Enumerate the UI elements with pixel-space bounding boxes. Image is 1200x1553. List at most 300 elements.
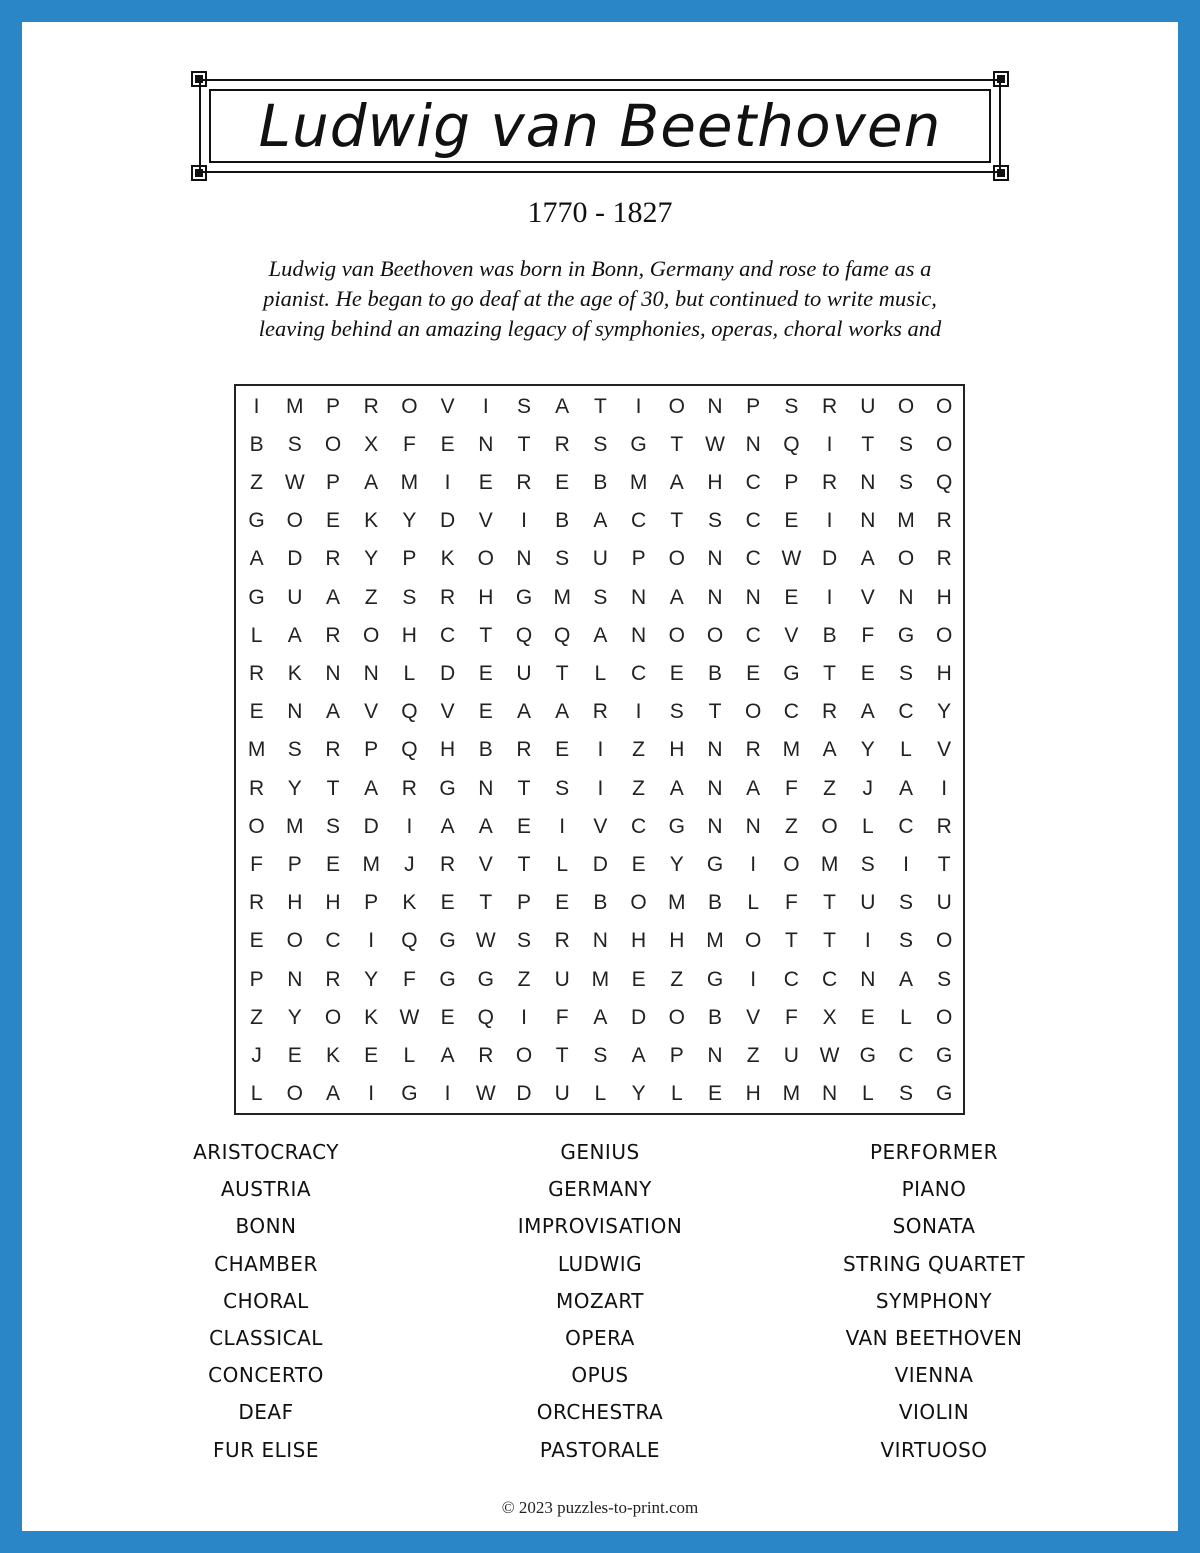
grid-letter: N (363, 661, 379, 685)
grid-letter: I (635, 394, 642, 418)
grid-letter: B (555, 509, 570, 533)
grid-row (236, 961, 963, 999)
grid-letter: G (668, 814, 685, 838)
grid-letter: S (669, 700, 684, 724)
grid-letter: O (630, 891, 647, 915)
grid-letter: S (287, 432, 302, 456)
grid-letter: A (593, 1005, 608, 1029)
copyright-footer: © 2023 puzzles-to-print.com (501, 1498, 699, 1517)
grid-row (236, 579, 963, 617)
grid-letter: I (406, 814, 413, 838)
grid-letter: U (936, 891, 952, 915)
grid-letter: L (594, 1082, 607, 1106)
grid-letter: H (401, 623, 417, 647)
grid-letter: O (897, 394, 915, 418)
grid-letter: R (249, 891, 265, 915)
grid-letter: F (250, 852, 263, 876)
grid-letter: G (783, 661, 800, 685)
grid-letter: S (593, 585, 608, 609)
grid-letter: Z (517, 967, 531, 991)
grid-letter: N (707, 547, 723, 571)
grid-letter: V (440, 700, 455, 724)
grid-letter: W (705, 432, 725, 456)
grid-letter: U (860, 394, 876, 418)
grid-letter: L (594, 661, 607, 685)
word-list (0, 1134, 1200, 1474)
grid-letter: D (631, 1005, 647, 1029)
grid-letter: O (286, 929, 303, 953)
word-list-item: OPERA (565, 1325, 635, 1350)
grid-letter: R (325, 547, 341, 571)
grid-letter: H (478, 585, 494, 609)
grid-letter: D (363, 814, 379, 838)
grid-letter: H (287, 891, 303, 915)
grid-letter: C (631, 661, 647, 685)
grid-letter: Z (670, 967, 684, 991)
grid-letter: B (707, 891, 722, 915)
grid-letter: L (403, 1043, 416, 1067)
grid-letter: E (325, 852, 340, 876)
grid-row (236, 502, 963, 540)
grid-letter: A (669, 585, 684, 609)
grid-letter: S (898, 432, 913, 456)
grid-letter: A (325, 700, 340, 724)
grid-letter: I (903, 852, 909, 876)
grid-letter: T (784, 929, 798, 953)
word-list-item: OPUS (571, 1363, 629, 1388)
grid-letter: O (286, 1082, 303, 1106)
grid-letter: Z (823, 776, 836, 800)
word-list-item: SYMPHONY (875, 1288, 993, 1313)
grid-letter: T (479, 623, 493, 647)
grid-letter: U (592, 547, 608, 571)
grid-letter: N (287, 967, 303, 991)
grid-letter: Y (364, 967, 379, 991)
grid-letter: A (593, 623, 608, 647)
grid-letter: A (325, 585, 340, 609)
grid-letter: N (287, 700, 303, 724)
grid-letter: D (440, 661, 456, 685)
word-list-item: CONCERTO (208, 1363, 324, 1388)
grid-letter: N (707, 394, 723, 418)
grid-letter: S (860, 852, 875, 876)
grid-letter: U (516, 661, 532, 685)
grid-letter: X (364, 432, 379, 456)
grid-letter: L (861, 1082, 874, 1106)
grid-letter: A (593, 509, 608, 533)
grid-letter: T (670, 509, 684, 533)
grid-letter: O (745, 929, 762, 953)
grid-letter: I (253, 394, 260, 418)
grid-letter: H (936, 661, 952, 685)
grid-letter: M (782, 1082, 801, 1106)
grid-letter: C (822, 967, 838, 991)
grid-letter: I (368, 1082, 375, 1106)
grid-letter: G (248, 509, 265, 533)
years-subtitle: 1770 - 1827 (527, 196, 673, 229)
grid-letter: S (784, 394, 799, 418)
grid-letter: R (325, 967, 341, 991)
grid-letter: C (631, 509, 647, 533)
grid-letter: O (668, 547, 685, 571)
grid-letter: I (559, 814, 566, 838)
grid-letter: G (897, 623, 915, 647)
grid-letter: W (819, 1043, 840, 1067)
grid-letter: E (860, 661, 875, 685)
grid-letter: R (363, 394, 379, 418)
grid-letter: B (478, 738, 493, 762)
grid-letter: E (325, 509, 340, 533)
grid-letter: L (900, 738, 912, 762)
grid-letter: O (706, 623, 724, 647)
grid-letter: O (286, 509, 303, 533)
grid-letter: O (668, 1005, 685, 1029)
grid-letter: M (553, 585, 571, 609)
grid-letter: U (860, 891, 876, 915)
grid-letter: B (707, 1005, 722, 1029)
grid-letter: C (631, 814, 647, 838)
grid-letter: T (823, 929, 836, 953)
word-list-item: CHORAL (223, 1288, 309, 1313)
grid-letter: R (936, 547, 952, 571)
grid-letter: Z (250, 470, 263, 494)
word-list-item: GERMANY (548, 1177, 652, 1202)
grid-letter: H (440, 738, 456, 762)
grid-letter: O (936, 623, 953, 647)
grid-letter: N (745, 585, 761, 609)
grid-letter: E (631, 967, 646, 991)
word-list-item: FUR ELISE (213, 1437, 319, 1462)
grid-letter: O (897, 547, 915, 571)
intro-line: leaving behind an amazing legacy of symphonies, operas, choral works and (258, 316, 942, 341)
grid-letter: R (592, 700, 608, 724)
grid-letter: M (362, 852, 380, 876)
grid-letter: R (822, 700, 838, 724)
grid-letter: A (860, 547, 875, 571)
grid-letter: P (249, 967, 264, 991)
grid-letter: R (516, 470, 532, 494)
grid-letter: T (517, 432, 531, 456)
grid-letter: N (822, 1082, 838, 1106)
grid-letter: A (440, 814, 455, 838)
grid-letter: O (668, 394, 685, 418)
grid-letter: A (440, 1043, 455, 1067)
grid-letter: Z (746, 1043, 760, 1067)
grid-letter: H (707, 470, 723, 494)
grid-letter: N (631, 585, 647, 609)
grid-row (236, 1075, 963, 1113)
grid-letter: H (669, 929, 685, 953)
word-list-item: PASTORALE (539, 1437, 661, 1462)
grid-letter: E (707, 1082, 722, 1106)
grid-letter: E (440, 1005, 455, 1029)
intro-paragraph (220, 254, 980, 344)
grid-letter: L (250, 623, 263, 647)
grid-letter: O (745, 700, 762, 724)
grid-letter: O (821, 814, 838, 838)
grid-letter: M (400, 470, 419, 494)
grid-letter: V (746, 1005, 761, 1029)
grid-letter: R (554, 432, 570, 456)
grid-letter: N (707, 776, 723, 800)
grid-letter: A (631, 1043, 646, 1067)
grid-letter: N (478, 432, 494, 456)
grid-letter: M (820, 852, 839, 876)
grid-letter: V (937, 738, 952, 762)
grid-letter: V (478, 509, 493, 533)
grid-letter: C (898, 814, 914, 838)
grid-letter: S (593, 432, 608, 456)
grid-letter: C (783, 967, 799, 991)
grid-letter: C (325, 929, 341, 953)
grid-letter: E (364, 1043, 379, 1067)
grid-letter: W (475, 1082, 496, 1106)
grid-letter: M (286, 814, 304, 838)
grid-letter: E (249, 700, 264, 724)
grid-letter: R (325, 738, 341, 762)
grid-letter: E (860, 1005, 875, 1029)
title-frame (190, 70, 1010, 182)
grid-letter: Q (515, 623, 533, 647)
grid-letter: M (897, 509, 915, 533)
grid-letter: P (402, 547, 417, 571)
grid-letter: M (591, 967, 610, 991)
grid-letter: L (403, 661, 416, 685)
word-list-item: GENIUS (560, 1140, 640, 1164)
grid-letter: G (401, 1082, 418, 1106)
grid-letter: U (287, 585, 303, 609)
grid-letter: M (782, 738, 801, 762)
grid-letter: E (669, 661, 684, 685)
grid-letter: L (670, 1082, 683, 1106)
grid-letter: T (861, 432, 875, 456)
grid-row (236, 426, 963, 464)
grid-letter: Y (364, 547, 379, 571)
grid-letter: V (440, 394, 455, 418)
grid-letter: N (325, 661, 341, 685)
grid-letter: B (593, 891, 608, 915)
grid-letter: R (936, 509, 952, 533)
grid-letter: M (247, 738, 266, 762)
grid-letter: Z (632, 776, 645, 800)
grid-letter: Z (632, 738, 645, 762)
grid-letter: C (440, 623, 456, 647)
grid-letter: H (745, 1082, 761, 1106)
grid-letter: I (750, 852, 757, 876)
page-title: Ludwig van Beethoven (258, 92, 942, 160)
grid-letter: O (324, 1005, 342, 1029)
word-column (116, 1134, 416, 1469)
grid-letter: S (937, 967, 952, 991)
grid-letter: Y (287, 776, 302, 800)
grid-letter: P (669, 1043, 684, 1067)
grid-letter: D (592, 852, 608, 876)
grid-letter: B (593, 470, 608, 494)
grid-letter: K (364, 1005, 379, 1029)
grid-letter: T (555, 661, 569, 685)
grid-letter: P (631, 547, 646, 571)
grid-letter: V (784, 623, 799, 647)
grid-letter: J (404, 852, 415, 876)
grid-letter: F (402, 432, 416, 456)
grid-letter: N (707, 738, 723, 762)
word-list-item: BONN (235, 1214, 297, 1239)
word-list-item: STRING QUARTET (842, 1251, 1026, 1276)
grid-letter: P (516, 891, 531, 915)
word-list-item: PIANO (901, 1177, 967, 1202)
grid-letter: G (439, 967, 456, 991)
grid-letter: C (898, 1043, 914, 1067)
grid-letter: N (516, 547, 532, 571)
word-list-item: SONATA (892, 1214, 976, 1239)
grid-letter: Q (936, 470, 953, 494)
grid-letter: R (249, 776, 265, 800)
word-list-item: ARISTOCRACY (193, 1140, 339, 1164)
grid-letter: A (669, 776, 684, 800)
grid-letter: E (555, 891, 570, 915)
grid-letter: T (517, 852, 531, 876)
grid-letter: T (593, 394, 607, 418)
grid-letter: G (936, 1082, 953, 1106)
grid-row (236, 464, 963, 502)
grid-letter: T (823, 891, 836, 915)
grid-letter: I (521, 1005, 527, 1029)
grid-letter: S (898, 929, 913, 953)
grid-letter: I (635, 700, 642, 724)
grid-letter: O (324, 432, 342, 456)
grid-letter: O (515, 1043, 533, 1067)
grid-letter: F (784, 891, 798, 915)
grid-letter: Y (937, 700, 952, 724)
grid-letter: R (325, 623, 341, 647)
grid-letter: G (248, 585, 265, 609)
grid-letter: A (287, 623, 302, 647)
grid-letter: H (631, 929, 647, 953)
grid-letter: E (478, 700, 493, 724)
grid-letter: S (516, 394, 531, 418)
grid-letter: V (364, 700, 379, 724)
grid-letter: V (478, 852, 493, 876)
word-list-item: CHAMBER (214, 1251, 318, 1276)
grid-letter: O (363, 623, 380, 647)
grid-letter: V (593, 814, 608, 838)
grid-row (236, 655, 963, 693)
grid-letter: T (326, 776, 340, 800)
grid-letter: X (822, 1005, 837, 1029)
word-list-item: LUDWIG (557, 1251, 643, 1276)
grid-letter: S (707, 509, 722, 533)
grid-letter: R (745, 738, 761, 762)
grid-letter: J (862, 776, 874, 800)
grid-letter: Z (250, 1005, 263, 1029)
grid-letter: G (439, 776, 456, 800)
grid-letter: N (592, 929, 608, 953)
word-column (450, 1134, 750, 1469)
grid-letter: I (826, 432, 833, 456)
grid-letter: C (745, 547, 761, 571)
grid-row (236, 999, 963, 1037)
grid-letter: G (859, 1043, 876, 1067)
grid-letter: A (746, 776, 761, 800)
grid-letter: D (822, 547, 838, 571)
grid-letter: O (936, 394, 953, 418)
grid-row (236, 770, 963, 808)
grid-letter: P (746, 394, 761, 418)
grid-letter: G (630, 432, 647, 456)
grid-letter: R (401, 776, 417, 800)
grid-row (236, 540, 963, 578)
grid-letter: N (860, 509, 876, 533)
word-list-item: VAN BEETHOVEN (845, 1325, 1023, 1350)
grid-letter: S (555, 776, 570, 800)
grid-letter: L (900, 1005, 912, 1029)
grid-letter: G (477, 967, 494, 991)
grid-letter: C (745, 623, 761, 647)
grid-row (236, 693, 963, 731)
grid-letter: S (516, 929, 531, 953)
grid-letter: R (822, 394, 838, 418)
grid-letter: K (287, 661, 302, 685)
grid-row (236, 884, 963, 922)
grid-letter: N (707, 1043, 723, 1067)
grid-letter: Z (784, 814, 798, 838)
grid-letter: G (706, 852, 724, 876)
grid-letter: P (325, 470, 340, 494)
grid-letter: O (248, 814, 265, 838)
grid-letter: E (478, 661, 493, 685)
grid-letter: H (325, 891, 341, 915)
word-list-item: MOZART (555, 1288, 645, 1313)
grid-row (236, 922, 963, 960)
grid-letter: O (668, 623, 685, 647)
grid-letter: S (325, 814, 340, 838)
grid-letter: T (670, 432, 684, 456)
grid-letter: G (706, 967, 724, 991)
grid-letter: G (515, 585, 533, 609)
grid-letter: E (784, 585, 799, 609)
grid-letter: I (444, 470, 451, 494)
grid-letter: L (747, 891, 760, 915)
grid-letter: O (783, 852, 800, 876)
grid-letter: H (669, 738, 685, 762)
grid-letter: L (250, 1082, 263, 1106)
grid-row (236, 846, 963, 884)
grid-letter: A (898, 776, 913, 800)
grid-letter: S (898, 661, 913, 685)
grid-letter: Y (631, 1082, 646, 1106)
grid-letter: W (781, 547, 802, 571)
word-list-item: VIENNA (894, 1363, 974, 1388)
grid-letter: K (402, 891, 417, 915)
grid-letter: Y (669, 852, 684, 876)
grid-letter: I (444, 1082, 451, 1106)
grid-letter: E (784, 509, 799, 533)
grid-letter: A (478, 814, 493, 838)
grid-letter: F (402, 967, 416, 991)
grid-letter: I (826, 509, 833, 533)
word-list-item: PERFORMER (869, 1140, 999, 1164)
grid-letter: V (860, 585, 875, 609)
grid-letter: B (249, 432, 264, 456)
grid-letter: A (555, 394, 570, 418)
grid-letter: R (249, 661, 265, 685)
grid-row (236, 731, 963, 769)
grid-letter: A (898, 967, 913, 991)
grid-letter: K (440, 547, 455, 571)
grid-letter: E (440, 432, 455, 456)
grid-letter: E (287, 1043, 302, 1067)
grid-letter: C (745, 470, 761, 494)
